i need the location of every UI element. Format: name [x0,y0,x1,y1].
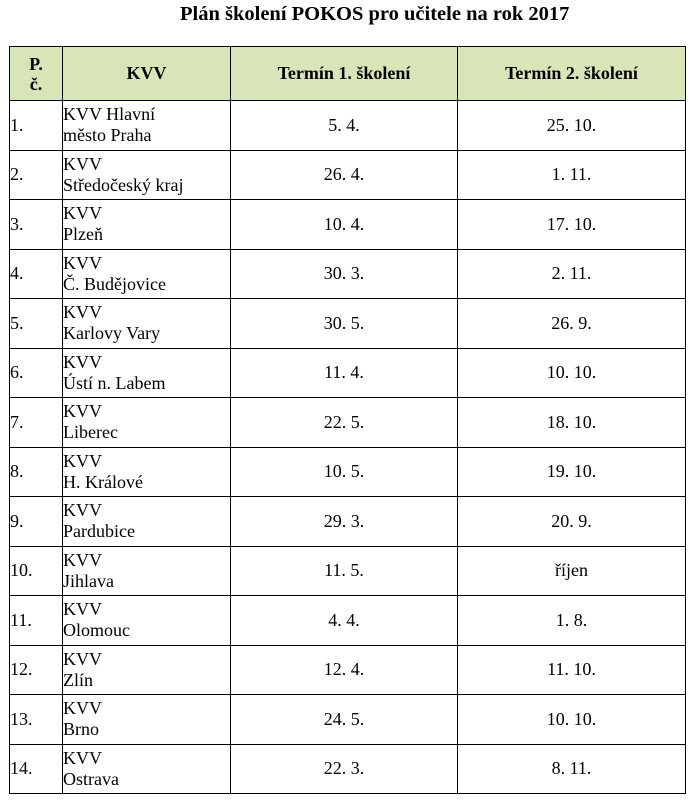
kvv-cell [63,744,231,794]
kvv-cell [63,497,231,547]
kvv-label-line1: KVV Hlavní [63,104,156,125]
kvv-cell [63,249,231,299]
row-number: 7. [10,398,63,448]
row-number: 8. [10,447,63,497]
kvv-label-line2: Plzeň [63,224,103,245]
table-row [10,695,686,745]
kvv-label-line2: H. Králové [63,471,143,492]
kvv-label-line1: KVV [63,351,102,372]
table-row [10,101,686,151]
term2-date: 20. 9. [458,497,686,547]
header-number [10,47,63,101]
table-row [10,200,686,250]
kvv-label-line1: KVV [63,698,102,719]
kvv-label-line2: město Praha [63,125,152,146]
term2-date: říjen [458,546,686,596]
term2-date: 19. 10. [458,447,686,497]
term1-date: 11. 4. [231,348,458,398]
term1-date: 22. 5. [231,398,458,448]
table-row [10,744,686,794]
kvv-label-line1: KVV [63,302,102,323]
term1-date: 30. 3. [231,249,458,299]
row-number: 4. [10,249,63,299]
table-row [10,249,686,299]
row-number: 1. [10,101,63,151]
term2-date: 17. 10. [458,200,686,250]
kvv-label-line1: KVV [63,648,102,669]
table-row [10,447,686,497]
page-title: Plán školení POKOS pro učitele na rok 2017 [180,3,570,25]
term1-date: 4. 4. [231,596,458,646]
table-row [10,546,686,596]
kvv-cell [63,695,231,745]
term1-date: 12. 4. [231,645,458,695]
kvv-label-line2: Č. Budějovice [63,273,166,294]
term1-date: 11. 5. [231,546,458,596]
term2-date: 1. 11. [458,150,686,200]
term2-date: 8. 11. [458,744,686,794]
header-kvv: KVV [63,47,231,101]
term2-date: 1. 8. [458,596,686,646]
term2-date: 10. 10. [458,695,686,745]
term1-date: 5. 4. [231,101,458,151]
term2-date: 11. 10. [458,645,686,695]
row-number: 12. [10,645,63,695]
row-number: 3. [10,200,63,250]
kvv-cell [63,348,231,398]
kvv-label-line2: Olomouc [63,620,130,641]
kvv-label-line2: Pardubice [63,521,135,542]
term2-date: 25. 10. [458,101,686,151]
kvv-label-line1: KVV [63,252,102,273]
kvv-cell [63,645,231,695]
row-number: 6. [10,348,63,398]
term1-date: 10. 5. [231,447,458,497]
kvv-label-line2: Liberec [63,422,118,443]
table-row [10,348,686,398]
kvv-label-line2: Brno [63,719,99,740]
row-number: 2. [10,150,63,200]
row-number: 11. [10,596,63,646]
kvv-label-line2: Zlín [63,669,93,690]
row-number: 14. [10,744,63,794]
table-row [10,645,686,695]
kvv-label-line1: KVV [63,401,102,422]
term1-date: 10. 4. [231,200,458,250]
row-number: 5. [10,299,63,349]
kvv-cell [63,200,231,250]
header-number-line2: č. [29,73,43,94]
kvv-cell [63,101,231,151]
header-term2: Termín 2. školení [458,47,686,101]
kvv-cell [63,447,231,497]
term2-date: 26. 9. [458,299,686,349]
row-number: 13. [10,695,63,745]
kvv-label-line1: KVV [63,450,102,471]
table-row [10,299,686,349]
term2-date: 18. 10. [458,398,686,448]
kvv-label-line2: Středočeský kraj [63,174,184,195]
kvv-cell [63,398,231,448]
term2-date: 10. 10. [458,348,686,398]
kvv-cell [63,546,231,596]
kvv-label-line1: KVV [63,599,102,620]
kvv-label-line2: Ústí n. Labem [63,372,166,393]
kvv-label-line2: Jihlava [63,570,114,591]
term1-date: 26. 4. [231,150,458,200]
row-number: 10. [10,546,63,596]
kvv-label-line2: Karlovy Vary [63,323,161,344]
row-number: 9. [10,497,63,547]
term1-date: 30. 5. [231,299,458,349]
kvv-label-line1: KVV [63,549,102,570]
term1-date: 22. 3. [231,744,458,794]
table-row [10,497,686,547]
kvv-label-line2: Ostrava [63,768,119,789]
term1-date: 24. 5. [231,695,458,745]
kvv-cell [63,150,231,200]
kvv-cell [63,299,231,349]
table-row [10,398,686,448]
header-number-line1: P. [29,53,43,74]
table-header-row [10,47,686,101]
term1-date: 29. 3. [231,497,458,547]
term2-date: 2. 11. [458,249,686,299]
kvv-cell [63,596,231,646]
kvv-label-line1: KVV [63,500,102,521]
kvv-label-line1: KVV [63,153,102,174]
kvv-label-line1: KVV [63,747,102,768]
kvv-label-line1: KVV [63,203,102,224]
training-schedule-table [9,46,686,794]
table-row [10,596,686,646]
table-row [10,150,686,200]
header-term1: Termín 1. školení [231,47,458,101]
